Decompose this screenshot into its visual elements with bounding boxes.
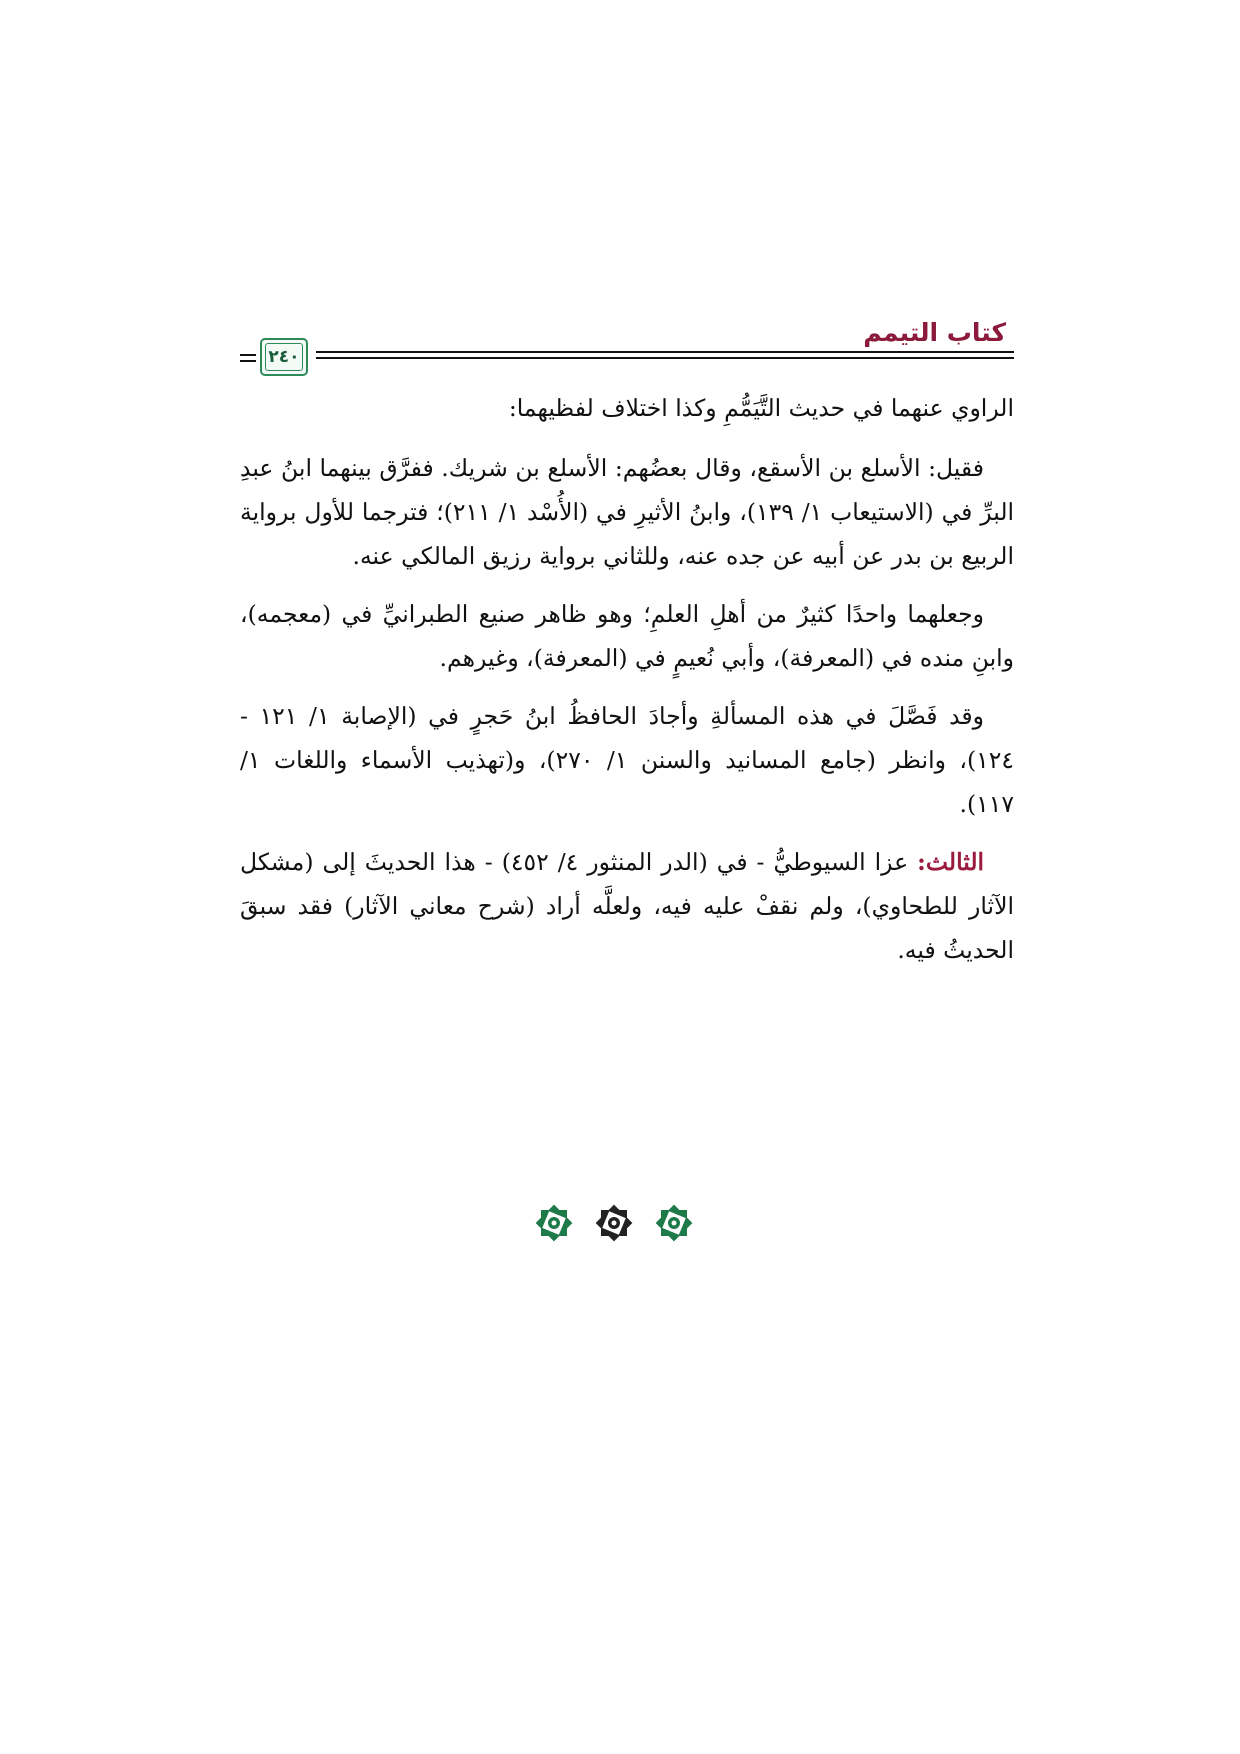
page-number: ٢٤٠ [268,347,300,367]
paragraph-5-label: الثالث: [917,848,985,876]
section-end-ornaments [534,1203,694,1243]
page-number-frame [260,338,308,376]
paragraph-5-text: عزا السيوطيُّ - في (الدر المنثور ٤/ ٤٥٢) - هذا الحديثَ إلى (مشكل الآثار للطحاوي)، ولم نقفْ عليه فيه، ولعلَّه أراد (شرح معاني الآثار) فقد سبقَ الحديثُ فيه. [240,848,1014,964]
star-ornament-icon [654,1203,694,1243]
paragraph-2: فقيل: الأسلع بن الأسقع، وقال بعضُهم: الأسلع بن شريك. ففرَّق بينهما ابنُ عبدِ البرِّ في (الاستيعاب ١/ ١٣٩)، وابنُ الأثيرِ في (الأُسْد ١/ ٢١١)؛ فترجما للأول برواية الربيع بن بدر عن أبيه عن جده عنه، وللثاني برواية رزيق المالكي عنه. [240,454,1015,570]
paragraph-4: وقد فَصَّلَ في هذه المسألةِ وأجادَ الحافظُ ابنُ حَجرٍ في (الإصابة ١/ ١٢١ - ١٢٤)، وانظر (جامع المسانيد والسنن ١/ ٢٧٠)، و(تهذيب الأسماء واللغات ١/ ١١٧). [240,702,1014,818]
header-rule [316,351,1014,353]
body-text [240,386,1014,986]
paragraph-3: وجعلهما واحدًا كثيرٌ من أهلِ العلمِ؛ وهو ظاهر صنيع الطبرانيِّ في (معجمه)، وابنِ منده في (المعرفة)، وأبي نُعيمٍ في (المعرفة)، وغيرهم. [240,600,1014,672]
star-ornament-icon [534,1203,574,1243]
star-ornament-icon [594,1203,634,1243]
book-title: كتاب التيمم [863,318,1006,347]
paragraph-1: الراوي عنهما في حديث التَّيَمُّمِ وكذا اختلاف لفظيهما: [508,394,1014,422]
header-rule-left [240,354,256,356]
page-header [240,318,1014,382]
paragraph-5 [240,840,1014,972]
